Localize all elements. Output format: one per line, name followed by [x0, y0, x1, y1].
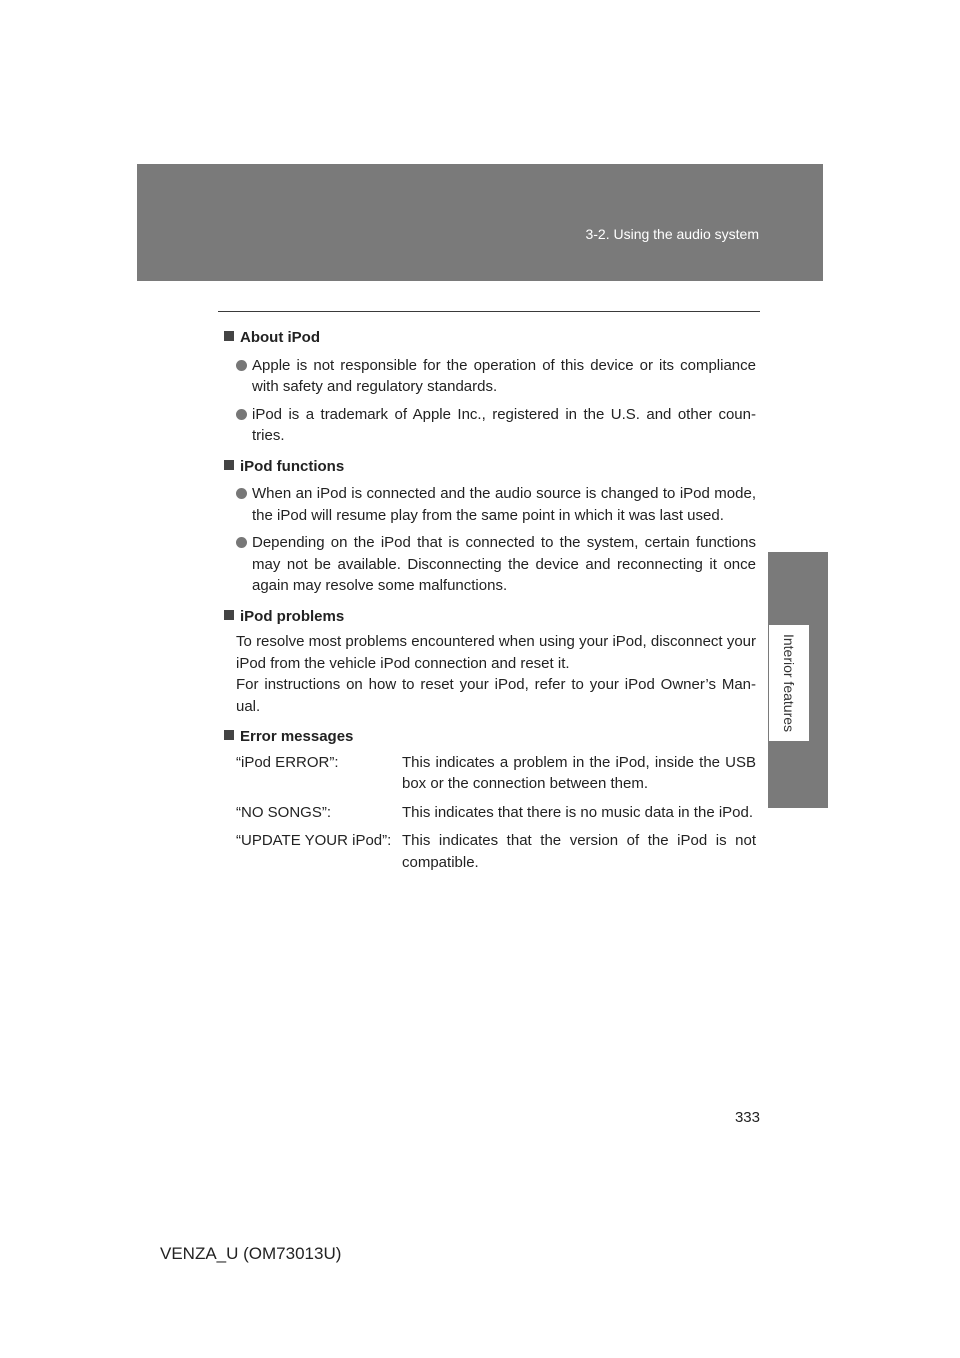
section-heading: Error messages — [240, 728, 354, 745]
list-item: When an iPod is connected and the audio source is changed to iPod mode, the iPod will resume play from the same point in which it was last used. — [222, 483, 756, 526]
circle-bullet-icon — [236, 488, 247, 499]
circle-bullet-icon — [236, 537, 247, 548]
header-band — [137, 164, 823, 281]
section-error-messages — [222, 726, 756, 873]
chapter-label: Interior features — [781, 633, 797, 733]
table-row — [236, 802, 756, 824]
chapter-label-box — [769, 625, 809, 741]
section-ipod-functions — [222, 456, 756, 597]
square-bullet-icon — [224, 610, 234, 620]
document-code: VENZA_U (OM73013U) — [160, 1244, 342, 1263]
table-row — [236, 830, 756, 873]
section-heading: iPod problems — [240, 607, 345, 625]
list-item: Apple is not responsible for the operation of this device or its compliance with safety and regulatory standards. — [222, 355, 756, 398]
page-number: 333 — [734, 1109, 760, 1126]
error-message: “NO SONGS”: — [236, 803, 332, 821]
square-bullet-icon — [224, 730, 234, 740]
list-item: Depending on the iPod that is connected to the system, certain functions may not be available. Disconnecting the device and reconnecting it once again may resolve some malfunctions. — [222, 532, 756, 597]
square-bullet-icon — [224, 331, 234, 341]
error-description: This indicates a problem in the iPod, inside the USB box or the connection between them. — [402, 753, 756, 792]
table-row — [236, 752, 756, 795]
section-about-ipod — [222, 327, 756, 447]
paragraph: To resolve most problems encountered when using your iPod, disconnect your iPod from the vehicle iPod connection and reset it. For instructions on how to reset your iPod, refer to your iPod Owner’s Man-ual. — [236, 633, 756, 715]
section-title: 3-2. Using the audio system — [585, 226, 759, 242]
section-ipod-problems — [222, 606, 756, 718]
list-item: iPod is a trademark of Apple Inc., registered in the U.S. and other coun-tries. — [222, 404, 756, 447]
error-message-table — [222, 752, 756, 874]
section-heading: About iPod — [240, 329, 320, 346]
section-heading: iPod functions — [240, 457, 345, 475]
header-rule — [218, 311, 760, 312]
error-message: “iPod ERROR”: — [236, 753, 339, 771]
error-description: This indicates that the version of the iPod is not compatible. — [402, 832, 756, 871]
error-message: “UPDATE YOUR iPod”: — [236, 832, 392, 849]
circle-bullet-icon — [236, 409, 247, 420]
circle-bullet-icon — [236, 360, 247, 371]
error-description: This indicates that there is no music data in the iPod. — [402, 803, 754, 821]
square-bullet-icon — [224, 460, 234, 470]
page-content — [222, 327, 756, 880]
